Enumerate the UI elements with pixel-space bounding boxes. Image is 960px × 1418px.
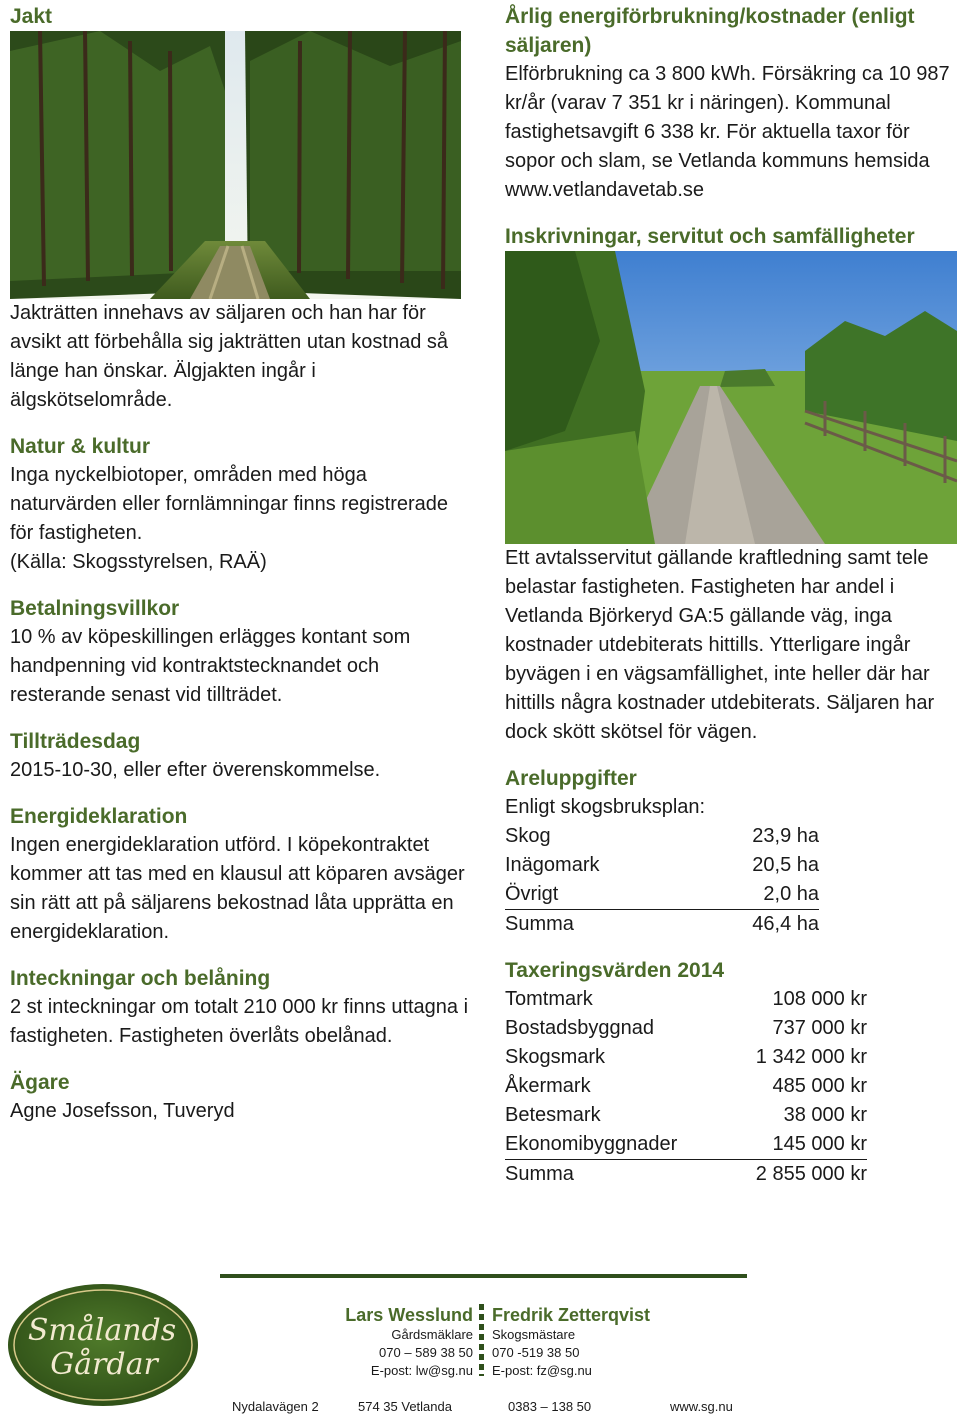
contact-lars [340, 1304, 473, 1380]
table-row [505, 1043, 867, 1072]
taxering-label: Bostadsbyggnad [505, 1017, 655, 1039]
contact-divider [479, 1304, 484, 1376]
contact-title: Gårdsmäklare [391, 1327, 473, 1342]
taxering-label: Tomtmark [505, 988, 593, 1010]
inteckningar-text: 2 st inteckningar om totalt 210 000 kr finns uttagna i fastigheten. Fastigheten överlåts obelånad. [10, 996, 469, 1047]
section-heading-areal: Areluppgifter [505, 767, 637, 790]
betalning-text: 10 % av köpeskillingen erlägges kontant som handpenning vid kontraktstecknandet och resterande senast vid tillträdet. [10, 626, 411, 706]
taxering-label: Ekonomibyggnader [505, 1133, 678, 1155]
table-row [505, 985, 867, 1014]
table-row [505, 1014, 867, 1043]
energiforbrukning-text: Elförbrukning ca 3 800 kWh. Försäkring ca 10 987 kr/år (varav 7 351 kr i näringen). Kommunal fastighetsavgift 6 338 kr. För aktuella taxor för sopor och slam, se Vetlanda kommuns hemsida www.vetlandavetab.se [505, 63, 950, 201]
areal-label: Inägomark [505, 854, 600, 876]
section-heading-agare: Ägare [10, 1071, 70, 1094]
areal-label: Övrigt [505, 883, 559, 905]
tilltrade-text: 2015-10-30, eller efter överenskommelse. [10, 759, 381, 781]
section-heading-inteckningar: Inteckningar och belåning [10, 967, 271, 990]
taxering-value: 485 000 kr [772, 1075, 867, 1097]
gravel-road-photo [505, 251, 957, 544]
logo-text-line1: Smålands [27, 1313, 177, 1348]
areal-value: 20,5 ha [752, 854, 819, 876]
table-row [505, 822, 819, 851]
contact-email[interactable]: E-post: lw@sg.nu [370, 1363, 473, 1378]
natur-text: Inga nyckelbiotoper, områden med höga naturvärden eller fornlämningar finns registrerade för fastigheten. [10, 464, 449, 544]
table-row [505, 880, 819, 910]
section-heading-tilltrade: Tillträdesdag [10, 730, 141, 753]
forest-road-photo [10, 31, 461, 299]
contact-name: Lars Wesslund [345, 1305, 473, 1325]
taxering-label: Skogsmark [505, 1046, 606, 1068]
table-row [505, 1130, 867, 1160]
contact-phone: 070 – 589 38 50 [379, 1345, 473, 1360]
section-heading-inskrivningar: Inskrivningar, servitut och samfälligheter [505, 225, 915, 248]
smalands-gardar-logo [6, 1282, 200, 1408]
contact-phone: 070 -519 38 50 [492, 1345, 580, 1360]
taxering-label: Summa [505, 1163, 574, 1185]
table-row [505, 851, 819, 880]
taxering-value: 38 000 kr [783, 1104, 867, 1126]
inskrivningar-text: Ett avtalsservitut gällande kraftledning samt tele belastar fastigheten. Fastigheten har andel i Vetlanda Björkeryd GA:5 gällande väg, inga kostnader utdebiterats hittills. Ytterligare ingår byvägen i en vägsamfällighet, inte heller där har hittills några kostnader utdebiterats. Säljaren har dock skött skötsel för vägen. [505, 547, 935, 743]
taxering-value: 737 000 kr [772, 1017, 867, 1039]
table-row [505, 910, 819, 939]
areal-value: 23,9 ha [752, 825, 819, 847]
table-row [505, 1072, 867, 1101]
contact-title: Skogsmästare [492, 1327, 576, 1342]
taxering-value: 108 000 kr [772, 988, 867, 1010]
taxering-value: 1 342 000 kr [755, 1046, 867, 1068]
natur-source: (Källa: Skogsstyrelsen, RAÄ) [10, 551, 267, 573]
areal-label: Summa [505, 913, 574, 935]
table-row [505, 1101, 867, 1130]
section-heading-energideklaration: Energideklaration [10, 805, 188, 828]
footer-phone: 0383 – 138 50 [508, 1399, 592, 1414]
section-heading-energiforbrukning: Årlig energiförbrukning/kostnader (enligt säljaren) [505, 5, 915, 57]
logo-text-line2: Gårdar [50, 1347, 158, 1382]
table-row [505, 1160, 867, 1189]
jakt-text: Jakträtten innehavs av säljaren och han har för avsikt att förbehålla sig jakträtten utan kostnad så länge han önskar. Älgjakten ingår i älgskötselområde. [10, 302, 449, 411]
footer-divider [220, 1274, 747, 1278]
footer-postal: 574 35 Vetlanda [358, 1399, 452, 1414]
agare-text: Agne Josefsson, Tuveryd [10, 1100, 235, 1122]
taxering-label: Åkermark [505, 1075, 591, 1097]
contact-name: Fredrik Zetterqvist [492, 1305, 651, 1325]
contact-email[interactable]: E-post: fz@sg.nu [492, 1363, 592, 1378]
areal-label: Skog [505, 825, 551, 847]
section-heading-jakt: Jakt [10, 5, 53, 28]
footer-web[interactable]: www.sg.nu [670, 1399, 733, 1414]
section-heading-taxering: Taxeringsvärden 2014 [505, 959, 725, 982]
contact-fredrik [492, 1304, 692, 1380]
taxering-label: Betesmark [505, 1104, 601, 1126]
energideklaration-text: Ingen energideklaration utförd. I köpekontraktet kommer att tas med en klausul att köparen avsäger sin rätt att på säljarens bekostnad låta upprätta en energideklaration. [10, 834, 465, 943]
areal-intro: Enligt skogsbruksplan: [505, 796, 706, 818]
section-heading-betalning: Betalningsvillkor [10, 597, 180, 620]
areal-value: 46,4 ha [752, 913, 819, 935]
taxering-value: 145 000 kr [772, 1133, 867, 1155]
taxering-value: 2 855 000 kr [755, 1163, 867, 1185]
section-heading-natur: Natur & kultur [10, 435, 151, 458]
footer-address: Nydalavägen 2 [232, 1399, 319, 1414]
areal-value: 2,0 ha [763, 883, 819, 905]
